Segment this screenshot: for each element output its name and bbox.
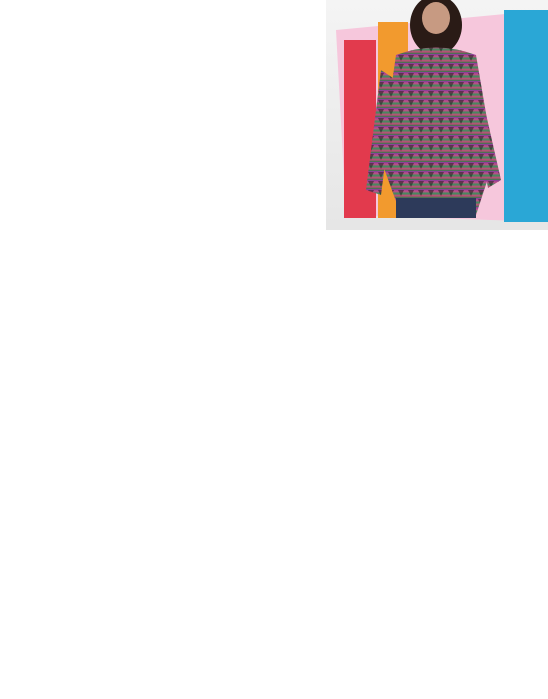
row-30-paragraph — [5, 244, 543, 253]
armhole-sleeve-chart — [0, 482, 548, 699]
model-photo — [326, 0, 548, 230]
instructions-text — [5, 238, 543, 259]
top-crochet-chart — [0, 0, 325, 222]
